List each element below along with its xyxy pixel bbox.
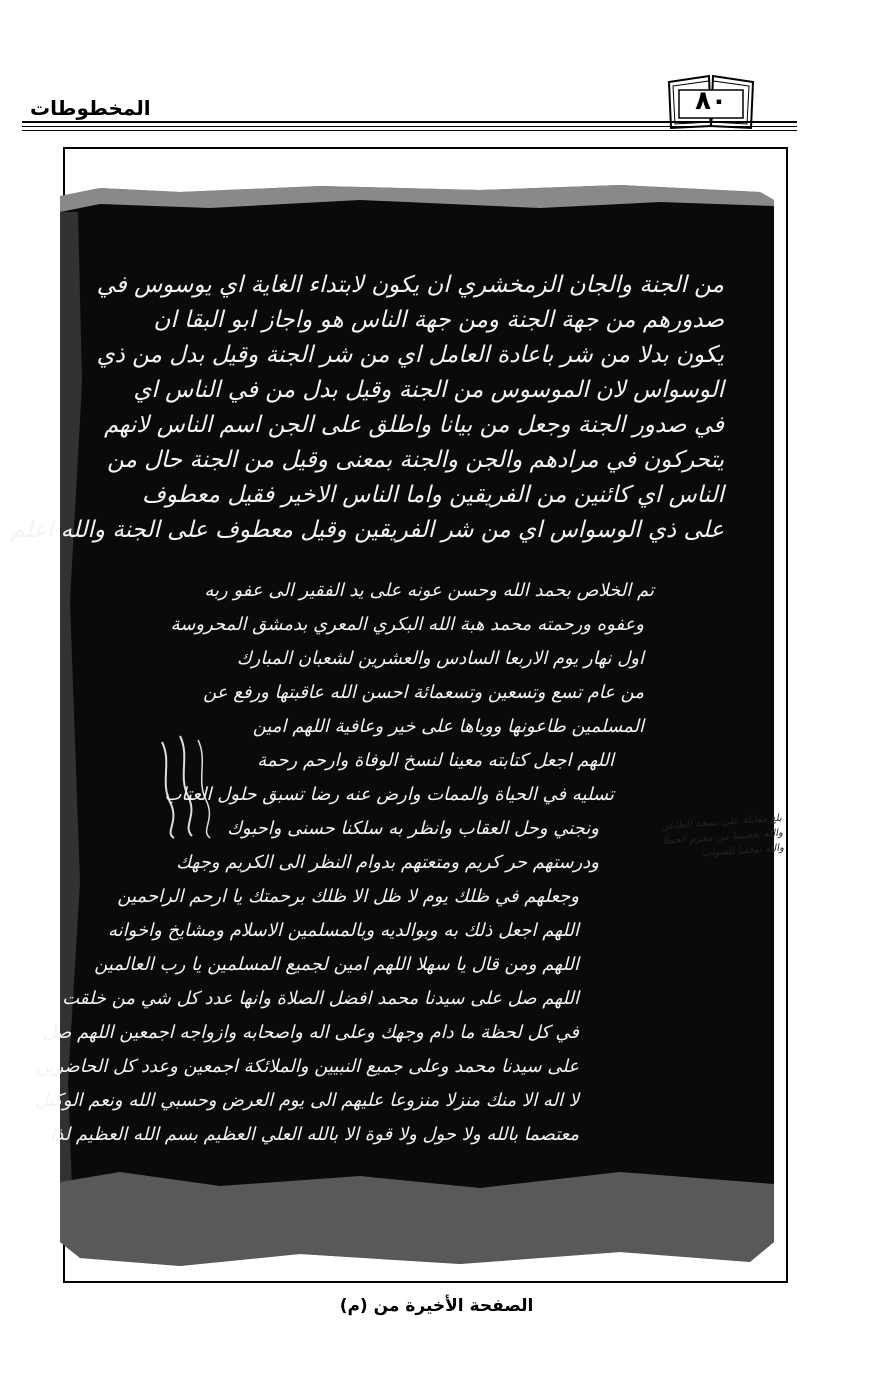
colophon-line: في كل لحظة ما دام وجهك وعلى اله واصحابه وازواجه اجمعين اللهم صل — [42, 1022, 579, 1043]
manuscript-line: يكون بدلا من شر باعادة العامل اي من شر الجنة وقيل بدل من ذي — [96, 342, 724, 368]
header-rule — [22, 121, 797, 123]
colophon-line: اللهم ومن قال يا سهلا اللهم امين لجميع المسلمين يا رب العالمين — [94, 954, 579, 975]
colophon-line: وعفوه ورحمته محمد هبة الله البكري المعري بدمشق المحروسة — [170, 614, 644, 635]
manuscript-line: يتحركون في مرادهم والجن والجنة بمعنى وقيل من الجنة حال من — [107, 447, 724, 473]
manuscript-line: صدورهم من جهة الجنة ومن جهة الناس هو واجاز ابو البقا ان — [153, 307, 724, 333]
colophon-line: ونجني وحل العقاب وانظر به سلكنا حسنى واحبوك — [227, 818, 599, 839]
colophon-line: معتصما بالله ولا حول ولا قوة الا بالله العلي العظيم بسم الله العظيم لذا — [50, 1124, 579, 1145]
colophon-line: اول نهار يوم الاربعا السادس والعشرين لشعبان المبارك — [236, 648, 644, 669]
running-title: المخطوطات — [30, 96, 151, 120]
colophon-line: تسليه في الحياة والممات وارض عنه رضا تسبق حلول العتاب — [164, 784, 614, 805]
colophon-text — [35, 574, 654, 1152]
page-number: ٨٠ — [695, 86, 727, 116]
colophon-line: اللهم اجعل كتابته معينا لنسخ الوفاة وارحم رحمة — [257, 750, 614, 771]
margin-note-line: بلغ مقابلة على نسخة الطاعن — [660, 812, 783, 833]
header-rule — [22, 126, 797, 127]
manuscript-image — [10, 182, 774, 1272]
manuscript-line: الوسواس لان الموسوس من الجنة وقيل بدل من في الناس اي — [133, 377, 724, 403]
colophon-line: وجعلهم في ظلك يوم لا ظل الا ظلك برحمتك يا ارحم الراحمين — [117, 886, 579, 907]
colophon-line: من عام تسع وتسعين وتسعمائة احسن الله عاقبتها ورفع عن — [203, 682, 644, 703]
colophon-line: ودرستهم حر كريم ومتعتهم بدوام النظر الى الكريم وجهك — [176, 852, 599, 873]
manuscript-line: الناس اي كائنين من الفريقين واما الناس الاخير فقيل معطوف — [142, 482, 724, 508]
manuscript-text-top — [10, 268, 724, 548]
margin-note-line: والله يوفقنا للصواب — [701, 842, 785, 860]
colophon-line: اللهم صل على سيدنا محمد افضل الصلاة وانها عدد كل شي من خلقت — [62, 988, 579, 1009]
colophon-line: على سيدنا محمد وعلى جميع النبيين والملائكة اجمعين وعدد كل الحاضرين — [35, 1056, 579, 1077]
manuscript-line: في صدور الجنة وجعل من بيانا واطلق على الجن اسم الناس لانهم — [103, 412, 724, 438]
header-rule — [22, 130, 797, 131]
manuscript-line: من الجنة والجان الزمخشري ان يكون لابتداء الغاية اي يوسوس في — [96, 272, 724, 298]
colophon-line: تم الخلاص بحمد الله وحسن عونه على يد الفقير الى عفو ربه — [204, 580, 654, 601]
colophon-line: اللهم اجعل ذلك به وبوالديه وبالمسلمين الاسلام ومشايخ واخوانه — [107, 920, 579, 941]
colophon-line: لا اله الا منك منزلا منزوعا عليهم الى يوم العرض وحسبي الله ونعم الوكيل — [35, 1090, 579, 1111]
manuscript-line: على ذي الوسواس اي من شر الفريقين وقيل معطوف على الجنة والله اعلم — [10, 517, 724, 543]
figure-caption: الصفحة الأخيرة من (م) — [339, 1296, 534, 1316]
colophon-line: المسلمين طاعونها ووباها على خير وعافية اللهم امين — [252, 716, 644, 737]
margin-note-line: والله يعصمنا من مجرم الخطا — [662, 827, 784, 847]
